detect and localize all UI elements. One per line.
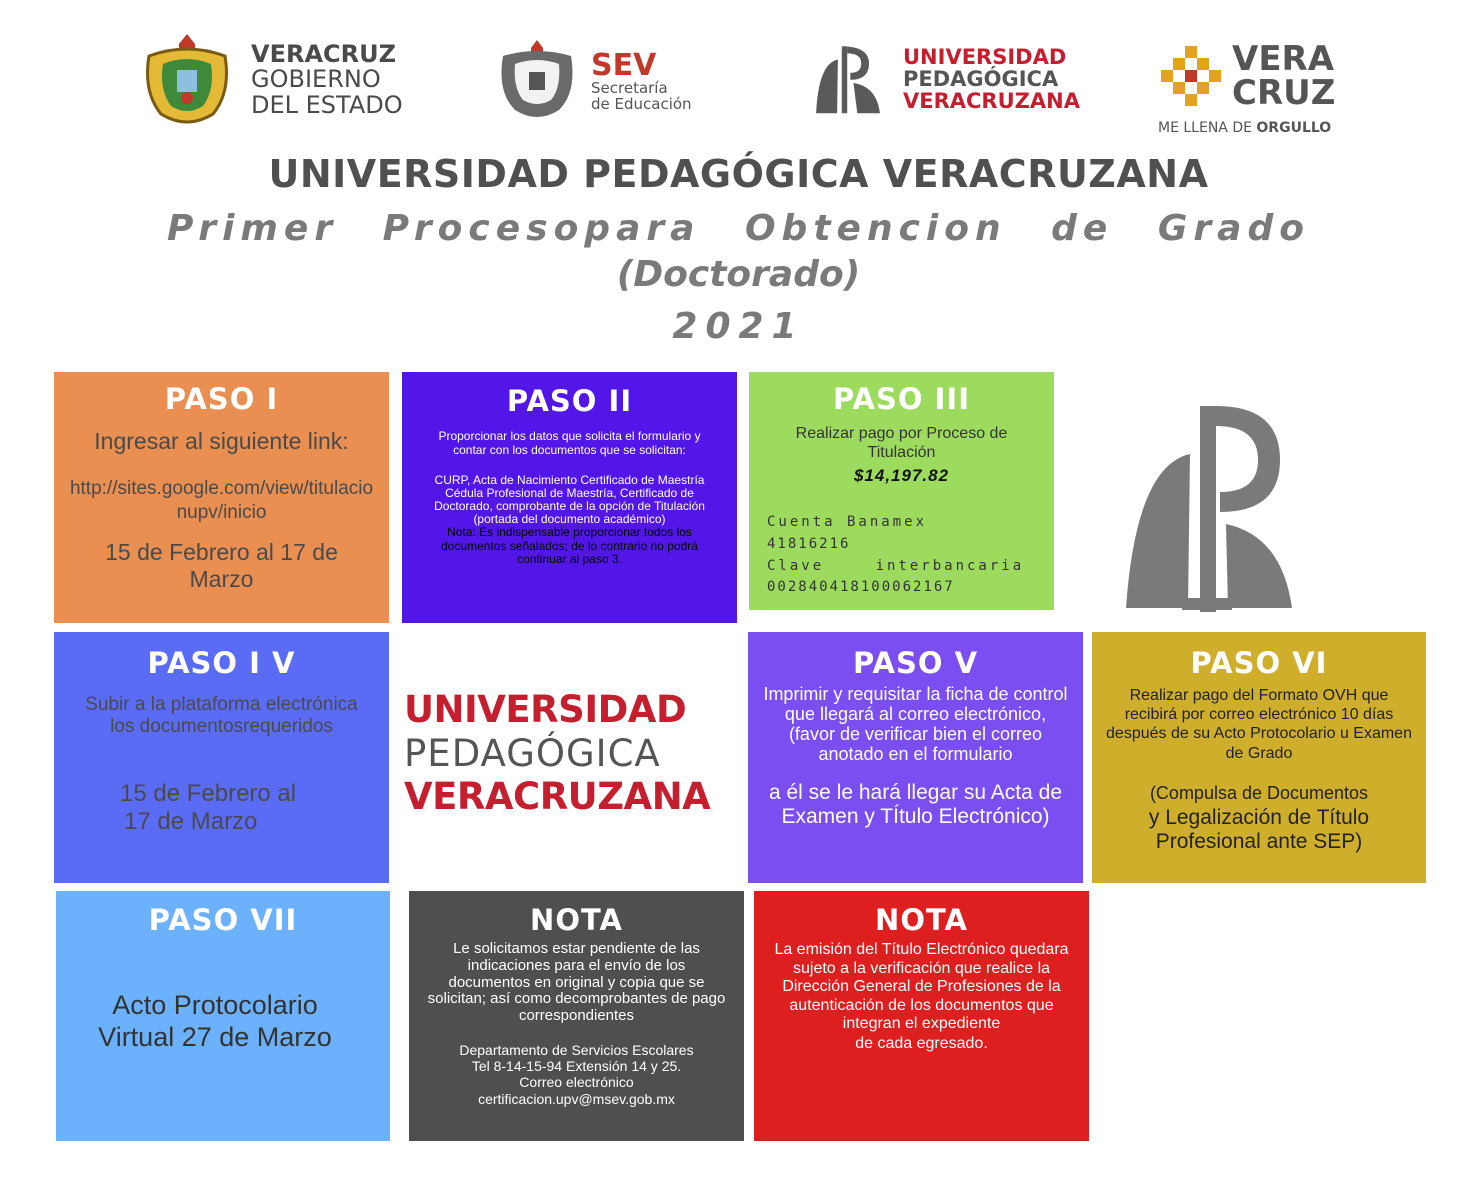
nota-2-box <box>754 891 1089 1141</box>
paso-4-title: PASO I V <box>147 646 296 680</box>
paso-3-amount: $14,197.82 <box>853 466 950 486</box>
veracruz-orgullo-logo <box>1158 39 1336 136</box>
paso-4-box <box>54 632 389 883</box>
bank-name: Cuenta Banamex <box>767 514 928 531</box>
nota-1-email-label: Correo electrónico <box>519 1074 634 1091</box>
nota-2-text: La emisión del Título Electrónico quedara sujeto a la verificación que realice la Dirección General de Profesiones de la autenticación de los documentos que integran el expediente <box>774 941 1069 1033</box>
paso-4-dates-2: 17 de Marzo <box>124 807 258 835</box>
nota-2-text-2: de cada egresado. <box>855 1034 988 1052</box>
tagline-part: ME LLENA DE <box>1158 120 1257 136</box>
paso-6-text-3: y Legalización de Título Profesional ante SEP) <box>1148 805 1370 853</box>
paso-2-text: Proporcionar los datos que solicita el formulario y contar con los documentos que se solicitan: <box>438 429 701 457</box>
upv-emblem-icon <box>805 44 891 114</box>
nota-1-text: Le solicitamos estar pendiente de las indicaciones para el envío de los documentos en original y copia que se solicitan; así como decomprobantes de pago correspondientes <box>427 940 726 1025</box>
paso-3-box <box>749 372 1054 610</box>
page-title: UNIVERSIDAD PEDAGÓGICA VERACRUZANA <box>268 152 1209 196</box>
paso-7-box <box>56 891 390 1141</box>
logo-line: VERACRUZANA <box>903 89 1080 114</box>
paso-6-text-2: (Compulsa de Documentos <box>1149 782 1369 803</box>
paso-1-instruction: Ingresar al siguiente link: <box>94 428 349 454</box>
veracruz-shield-icon <box>137 30 237 130</box>
center-logo-line3: VERACRUZANA <box>404 775 711 819</box>
paso-4-text: Subir a la plataforma electrónica los documentosrequeridos <box>85 694 358 737</box>
upv-header-logo <box>805 44 1080 114</box>
paso-2-title: PASO II <box>506 384 633 418</box>
paso-7-text: Acto Protocolario Virtual 27 de Marzo <box>98 990 332 1053</box>
paso-5-text: Imprimir y requisitar la ficha de control que llegará al correo electrónico, (favor de verificar bien el correo anotado en el formulario <box>763 684 1068 765</box>
paso-1-dates: 15 de Febrero al 17 de Marzo <box>105 538 338 593</box>
logo-line: CRUZ <box>1232 73 1336 113</box>
paso-5-text-2: a él se le hará llegar su Acta de Examen y TÍtulo Electrónico) <box>768 780 1062 828</box>
nota-1-email[interactable]: certificacion.upv@msev.gob.mx <box>478 1090 675 1107</box>
paso-2-box <box>402 372 737 623</box>
subtitle-line2: (Doctorado) <box>616 254 861 295</box>
logo-line: de Educación <box>591 94 692 113</box>
paso-3-bank-info <box>767 512 1036 599</box>
nota-1-phone: Tel 8-14-15-94 Extensión 14 y 25. <box>471 1058 682 1075</box>
paso-2-note: Nota: Es indispensable proporcionar todos los documentos señalados; de lo contrario no podrá continuar al paso 3. <box>441 525 698 566</box>
center-logo-line2: PEDAGÓGICA <box>404 731 661 775</box>
paso-1-link[interactable]: http://sites.google.com/view/titulacionupv/inicio <box>69 478 374 523</box>
paso-6-box <box>1092 632 1426 883</box>
tagline-strong: ORGULLO <box>1256 120 1332 136</box>
paso-2-documents: CURP, Acta de Nacimiento Certificado de Maestría Cédula Profesional de Maestría, Certificado de Doctorado, comprobante de la opción de Titulación (portada del documento académico) <box>434 472 705 527</box>
paso-1-box <box>54 372 389 623</box>
nota-2-title: NOTA <box>875 903 968 937</box>
nota-1-box <box>409 891 744 1141</box>
logo-line: VERACRUZ <box>251 40 397 69</box>
logo-tagline <box>1158 120 1331 136</box>
paso-3-text: Realizar pago por Proceso de Titulación <box>795 425 1008 462</box>
logo-line: Secretaría <box>591 79 668 97</box>
sev-shield-icon <box>495 38 579 124</box>
paso-4-dates-1: 15 de Febrero al <box>120 779 297 807</box>
paso-7-title: PASO VII <box>148 903 298 937</box>
paso-1-title: PASO I <box>164 382 279 416</box>
logo-line: VERA <box>1232 39 1335 79</box>
ornament-icon <box>1158 43 1224 109</box>
paso-6-title: PASO VI <box>1190 646 1328 680</box>
paso-3-title: PASO III <box>832 382 971 416</box>
logo-line: DEL ESTADO <box>251 90 403 119</box>
paso-5-box <box>748 632 1083 883</box>
bank-account: 41816216 <box>767 536 851 553</box>
nota-1-title: NOTA <box>530 903 623 937</box>
nota-1-department: Departamento de Servicios Escolares <box>459 1041 694 1058</box>
center-logo-line1: UNIVERSIDAD <box>404 688 687 731</box>
clabe-label: Clave interbancaria <box>767 557 1025 574</box>
paso-6-text: Realizar pago del Formato OVH que recibirá por correo electrónico 10 días después de su Acto Protocolario u Examen de Grado <box>1106 687 1412 762</box>
sev-logo <box>495 38 692 124</box>
logo-line: GOBIERNO <box>251 65 381 94</box>
logo-line: PEDAGÓGICA <box>903 66 1059 91</box>
subtitle-line1: Primer Procesopara Obtencion de Grado <box>167 208 1310 249</box>
clabe-number: 002840418100062167 <box>767 579 955 596</box>
upv-emblem-large-icon <box>1122 402 1294 616</box>
veracruz-gobierno-logo <box>137 30 403 130</box>
subtitle-year: 2021 <box>672 306 805 347</box>
logo-line: SEV <box>591 47 657 83</box>
paso-5-title: PASO V <box>852 646 979 680</box>
logo-line: UNIVERSIDAD <box>903 44 1067 69</box>
upv-center-logo <box>404 688 724 819</box>
